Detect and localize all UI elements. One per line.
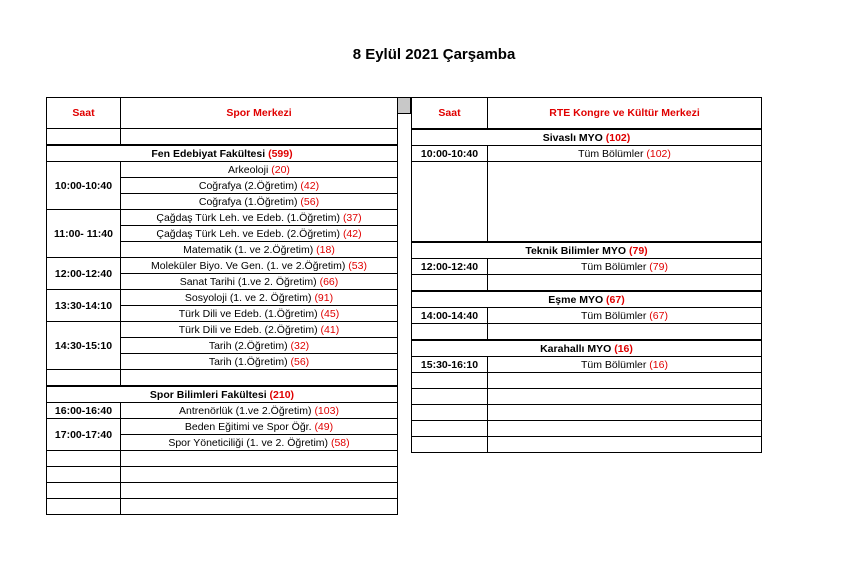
- time-slot: 14:30-15:10: [47, 322, 121, 370]
- student-count: (56): [290, 355, 310, 368]
- table-row: [412, 405, 762, 421]
- table-row: [47, 451, 398, 467]
- time-slot: 10:00-10:40: [412, 146, 488, 162]
- faculty-count: (102): [605, 131, 631, 144]
- department-name: Coğrafya (1.Öğretim): [198, 195, 298, 208]
- table-row: [412, 324, 762, 341]
- header-venue: Spor Merkezi: [121, 98, 398, 129]
- faculty-name: Eşme MYO: [548, 293, 604, 306]
- table-header: [47, 98, 398, 129]
- table-row: [47, 162, 398, 178]
- faculty-row: [412, 129, 762, 146]
- student-count: (79): [649, 260, 668, 273]
- time-slot: 17:00-17:40: [47, 419, 121, 451]
- student-count: (56): [300, 195, 320, 208]
- student-count: (67): [649, 309, 668, 322]
- department-name: Coğrafya (2.Öğretim): [198, 179, 298, 192]
- faculty-name: Spor Bilimleri Fakültesi: [149, 388, 267, 401]
- table-row: [412, 421, 762, 437]
- student-count: (42): [342, 227, 362, 240]
- table-row: [412, 389, 762, 405]
- student-count: (58): [330, 436, 350, 449]
- table-row: [47, 499, 398, 515]
- department-name: Çağdaş Türk Leh. ve Edeb. (1.Öğretim): [156, 211, 341, 224]
- faculty-name: Sivaslı MYO: [542, 131, 603, 144]
- department-name: Tarih (1.Öğretim): [208, 355, 288, 368]
- table-row: [47, 483, 398, 499]
- student-count: (49): [314, 420, 334, 433]
- right-schedule-table: [411, 97, 762, 453]
- time-slot: 11:00- 11:40: [47, 210, 121, 258]
- department-name: Spor Yöneticiliği (1. ve 2. Öğretim): [168, 436, 329, 449]
- student-count: (37): [342, 211, 362, 224]
- department-name: Tarih (2.Öğretim): [208, 339, 288, 352]
- table-row: [47, 129, 398, 146]
- time-slot: 15:30-16:10: [412, 357, 488, 373]
- table-row: [412, 308, 762, 324]
- table-header: [412, 98, 762, 130]
- header-venue: RTE Kongre ve Kültür Merkezi: [488, 98, 762, 130]
- table-row: [47, 370, 398, 387]
- time-slot: 12:00-12:40: [47, 258, 121, 290]
- faculty-count: (599): [268, 147, 293, 160]
- table-row: [47, 258, 398, 274]
- faculty-name: Teknik Bilimler MYO: [525, 244, 627, 257]
- faculty-count: (79): [628, 244, 648, 257]
- department-name: Tüm Bölümler: [581, 309, 647, 322]
- student-count: (16): [649, 358, 668, 371]
- table-row: [412, 275, 762, 292]
- table-row: [47, 419, 398, 435]
- student-count: (20): [271, 163, 290, 176]
- department-name: Tüm Bölümler: [581, 358, 647, 371]
- department-name: Sosyoloji (1. ve 2. Öğretim): [184, 291, 312, 304]
- time-slot: 16:00-16:40: [47, 403, 121, 419]
- student-count: (42): [300, 179, 320, 192]
- column-separator: [397, 97, 411, 114]
- faculty-row: [47, 386, 398, 403]
- faculty-row: [412, 242, 762, 259]
- time-slot: 14:00-14:40: [412, 308, 488, 324]
- student-count: (32): [290, 339, 310, 352]
- faculty-row: [412, 340, 762, 357]
- table-row: [47, 322, 398, 338]
- faculty-row: [47, 145, 398, 162]
- time-slot: 13:30-14:10: [47, 290, 121, 322]
- page-title: 8 Eylül 2021 Çarşamba: [352, 46, 516, 63]
- table-row: [47, 467, 398, 483]
- student-count: (45): [320, 307, 340, 320]
- header-saat: Saat: [412, 98, 488, 130]
- faculty-name: Karahallı MYO: [540, 342, 612, 355]
- left-schedule-table: [46, 97, 398, 515]
- department-name: Beden Eğitimi ve Spor Öğr.: [184, 420, 312, 433]
- department-name: Türk Dili ve Edeb. (1.Öğretim): [178, 307, 318, 320]
- time-slot: 12:00-12:40: [412, 259, 488, 275]
- student-count: (102): [646, 147, 671, 160]
- student-count: (66): [319, 275, 339, 288]
- department-name: Antrenörlük (1.ve 2.Öğretim): [179, 404, 312, 417]
- time-slot: 10:00-10:40: [47, 162, 121, 210]
- table-row: [412, 373, 762, 389]
- faculty-name: Fen Edebiyat Fakültesi: [151, 147, 266, 160]
- department-name: Moleküler Biyo. Ve Gen. (1. ve 2.Öğretim): [151, 259, 346, 272]
- department-name: Çağdaş Türk Leh. ve Edeb. (2.Öğretim): [156, 227, 341, 240]
- table-row: [412, 357, 762, 373]
- student-count: (53): [348, 259, 367, 272]
- student-count: (18): [316, 243, 335, 256]
- department-name: Matematik (1. ve 2.Öğretim): [183, 243, 314, 256]
- table-row: [412, 162, 762, 243]
- student-count: (103): [314, 404, 339, 417]
- table-row: [47, 210, 398, 226]
- department-name: Tüm Bölümler: [578, 147, 644, 160]
- table-row: [47, 290, 398, 306]
- faculty-row: [412, 291, 762, 308]
- department-name: Sanat Tarihi (1.ve 2. Öğretim): [179, 275, 317, 288]
- header-saat: Saat: [47, 98, 121, 129]
- department-name: Arkeoloji: [228, 163, 269, 176]
- student-count: (91): [314, 291, 334, 304]
- department-name: Tüm Bölümler: [581, 260, 647, 273]
- table-row: [412, 437, 762, 453]
- faculty-count: (210): [269, 388, 295, 401]
- faculty-count: (16): [614, 342, 633, 355]
- student-count: (41): [320, 323, 340, 336]
- faculty-count: (67): [606, 293, 625, 306]
- department-name: Türk Dili ve Edeb. (2.Öğretim): [178, 323, 318, 336]
- table-row: [47, 403, 398, 419]
